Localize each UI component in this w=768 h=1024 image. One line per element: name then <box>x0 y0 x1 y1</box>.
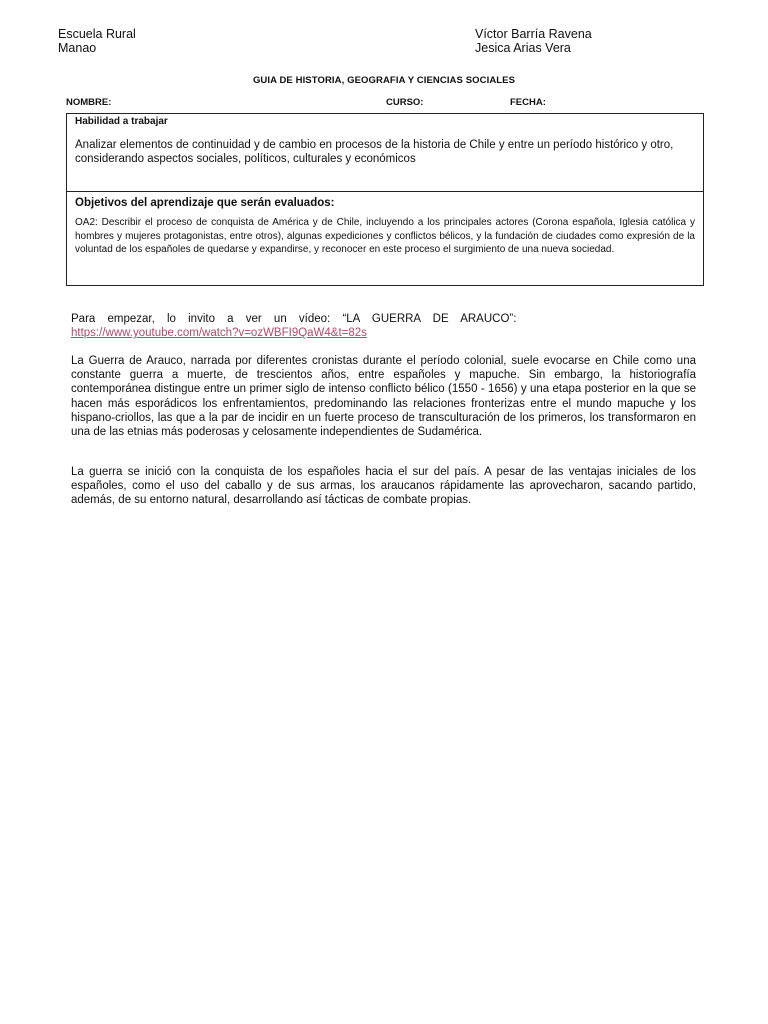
objectives-text: OA2: Describir el proceso de conquista de América y de Chile, incluyendo a los principales actores (Corona española, Iglesia católica y hombres y mujeres protagonistas, entre otros), algunas expediciones y conflictos bélicos, y la fundación de ciudades como expresión de la voluntad de los españoles de quedarse y expandirse, y reconocer en este proceso el surgimiento de una nueva sociedad. <box>75 217 695 255</box>
name-field-label: NOMBRE: <box>66 97 112 108</box>
date-field-label: FECHA: <box>510 97 546 108</box>
school-info <box>58 28 136 55</box>
paragraph-war-start: La guerra se inició con la conquista de los españoles hacia el sur del país. A pesar de las ventajas iniciales de los españoles, como el uso del caballo y de sus armas, los araucanos rápidamente las aprovecharon, sacando partido, además, de su entorno natural, desarrollando así tácticas de combate propias. <box>71 466 696 507</box>
school-location: Manao <box>58 40 97 55</box>
skills-objectives-box <box>66 113 704 286</box>
video-intro <box>71 312 696 340</box>
teacher-info <box>475 28 592 55</box>
teacher-name-2: Jesica Arias Vera <box>475 40 571 55</box>
guide-title: GUIA DE HISTORIA, GEOGRAFIA Y CIENCIAS SOCIALES <box>252 75 516 86</box>
video-intro-text: Para empezar, lo invito a ver un vídeo: “LA GUERRA DE ARAUCO”: <box>71 313 517 325</box>
objectives-heading: Objetivos del aprendizaje que serán evaluados: <box>75 197 335 209</box>
skills-text: Analizar elementos de continuidad y de cambio en procesos de la historia de Chile y entre un período histórico y otro, considerando aspectos sociales, políticos, culturales y económicos <box>75 139 674 165</box>
teacher-name-1: Víctor Barría Ravena <box>475 27 592 41</box>
skills-section <box>67 114 703 192</box>
course-field-label: CURSO: <box>386 97 424 108</box>
skills-heading: Habilidad a trabajar <box>75 116 168 127</box>
paragraph-arauco-war: La Guerra de Arauco, narrada por diferentes cronistas durante el período colonial, suele evocarse en Chile como una constante guerra a muerte, de trescientos años, entre españoles y mapuche. Sin embargo, la historiografía contemporánea distingue entre un primer siglo de intenso conflicto bélico (1550 - 1656) y una etapa posterior en la que se hacen más esporádicos los enfrentamientos, predominando las relaciones fronterizas entre el mundo mapuche y los hispano-criollos, las que a la par de incidir en un fuerte proceso de transculturación de los primeros, los transformaron en una de las etnias más poderosas y celosamente independientes de Sudamérica. <box>71 355 696 439</box>
objectives-section <box>67 192 703 285</box>
school-name: Escuela Rural <box>58 27 136 41</box>
video-link[interactable]: https://www.youtube.com/watch?v=ozWBFI9QaW4&t=82s <box>71 327 367 340</box>
